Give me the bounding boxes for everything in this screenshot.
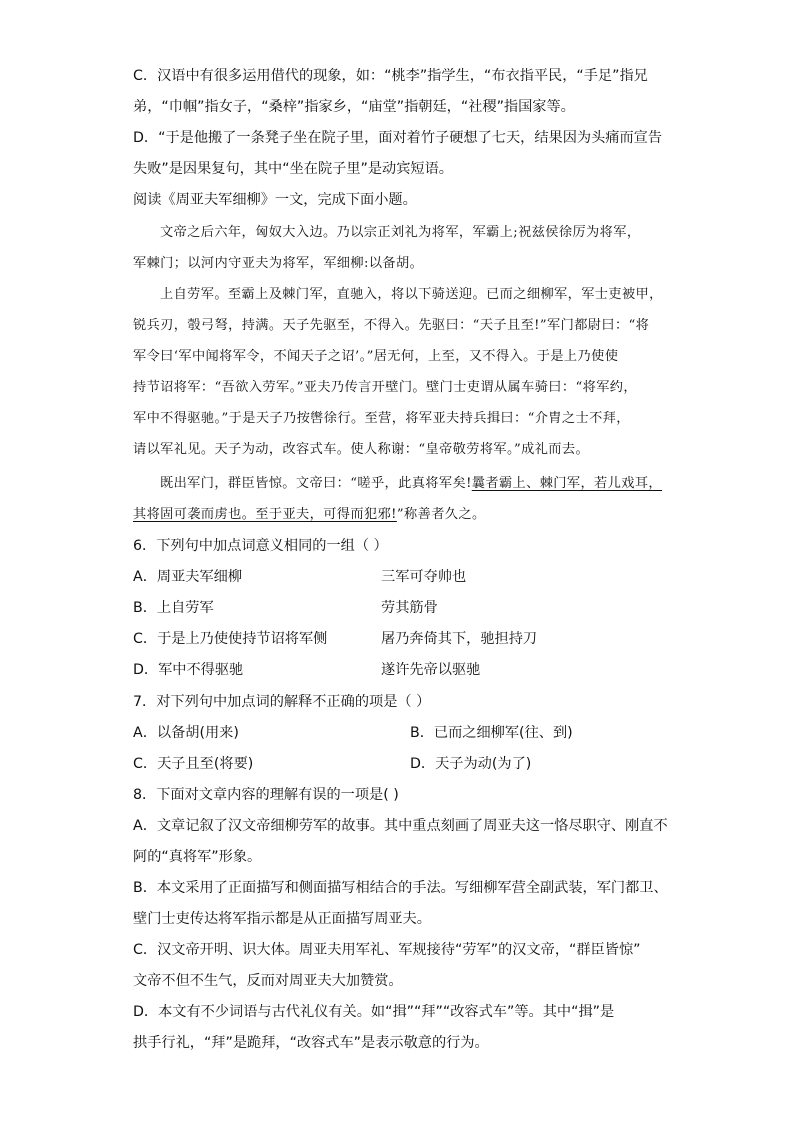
text-segment: 既出军门，群臣皆惊。文帝曰：“嗟乎，此真将军矣! [160, 476, 472, 491]
text-line: D．“于是他搬了一条凳子坐在院子里，面对着竹子硬想了七天，结果因为头痛而宣告 [133, 130, 663, 146]
classical-text-line: 军棘门；以河内守亚夫为将军，军细柳:以备胡。 [133, 256, 424, 271]
q6-option-left: B．上自劳军 [133, 600, 214, 616]
q8-text-line: D．本文有不少词语与古代礼仪有关。如“揖”“拜”“改容式车”等。其中“揖”是 [133, 1004, 615, 1020]
q8-text-line: 文帝不但不生气，反而对周亚夫大加赞赏。 [133, 973, 403, 989]
text-line: 6．下列句中加点词意义相同的一组（ ） [133, 538, 388, 554]
classical-text-line: 请以军礼见。天子为动，改容式车。使人称谢：“皇帝敬劳将军。”成礼而去。 [133, 442, 590, 457]
underlined-sentence: 曩者霸上、棘门军，若儿戏耳， [471, 476, 662, 491]
classical-text-line [133, 505, 486, 525]
q6-option-left: D．军中不得驱驰 [133, 662, 244, 678]
q6-option-right: 屠乃奔倚其下，驰担持刀 [381, 631, 538, 647]
q8-text-line: 阿的“真将军”形象。 [133, 849, 262, 865]
classical-text-line: 持节诏将军：“吾欲入劳军。”亚夫乃传言开壁门。壁门士吏谓从属车骑曰：“将军约， [133, 380, 637, 395]
q6-option-left: A．周亚夫军细柳 [133, 569, 243, 585]
q8-text-line: 壁门士吏传达将军指示都是从正面描写周亚夫。 [133, 911, 431, 927]
q8-text-line: B．本文采用了正面描写和侧面描写相结合的手法。写细柳军营全副武装，军门都卫、 [133, 880, 668, 896]
classical-text-line: 锐兵刃，彀弓弩，持满。天子先驱至，不得入。先驱曰：“天子且至!”军门都尉曰：“将 [133, 318, 650, 333]
q7-option-left: C．天子且至(将要) [133, 756, 254, 772]
q6-option-right: 劳其筋骨 [381, 600, 438, 616]
q8-text-line: 8．下面对文章内容的理解有误的一项是( ) [133, 787, 399, 803]
q8-text-line: C．汉文帝开明、识大体。周亚夫用军礼、军规接待“劳军”的汉文帝，“群臣皆惊” [133, 942, 641, 958]
q7-option-left: A．以备胡(用来) [133, 725, 239, 741]
question-7: 7．对下列句中加点词的解释不正确的项是（ ） [133, 694, 431, 710]
classical-text-line: 文帝之后六年，匈奴大入边。乃以宗正刘礼为将军，军霸上;祝兹侯徐厉为将军， [160, 225, 641, 240]
q8-text-line: A．文章记叙了汉文帝细柳劳军的故事。其中重点刻画了周亚夫这一恪尽职守、刚直不 [133, 818, 668, 834]
text-line: 弟，“巾帼”指女子，“桑梓”指家乡，“庙堂”指朝廷，“社稷”指国家等。 [133, 99, 575, 115]
q6-option-right: 遂许先帝以驱驰 [381, 662, 481, 678]
classical-text-line: 上自劳军。至霸上及棘门军，直驰入，将以下骑送迎。已而之细柳军，军士吏被甲， [160, 287, 663, 302]
text-line: 失败”是因果复句，其中“坐在院子里”是动宾短语。 [133, 161, 453, 177]
classical-text-line: 军中不得驱驰。”于是天子乃按辔徐行。至营，将军亚夫持兵揖曰：“介胄之士不拜， [133, 411, 630, 426]
q6-option-left: C．于是上乃使使持节诏将军侧 [133, 631, 328, 647]
text-line: 阅读《周亚夫军细柳》一文，完成下面小题。 [133, 192, 417, 208]
classical-text-line: 军令曰‘军中闻将军令，不闻天子之诏’。”居无何，上至，又不得入。于是上乃使使 [133, 349, 619, 364]
text-segment: ”称善者久之。 [396, 507, 486, 522]
q6-option-right: 三军可夺帅也 [381, 569, 467, 585]
q7-option-right: B．已而之细柳军(往、到) [410, 725, 573, 741]
q7-option-right: D．天子为动(为了) [410, 756, 532, 772]
classical-text-line [160, 474, 662, 494]
q8-text-line: 拱手行礼，“拜”是跪拜，“改容式车”是表示敬意的行为。 [133, 1035, 489, 1051]
text-line: C．汉语中有很多运用借代的现象，如：“桃李”指学生，“布衣指平民，“手足”指兄 [133, 68, 648, 84]
underlined-sentence: 其将固可袭而虏也。至于亚夫，可得而犯邪! [133, 507, 397, 522]
